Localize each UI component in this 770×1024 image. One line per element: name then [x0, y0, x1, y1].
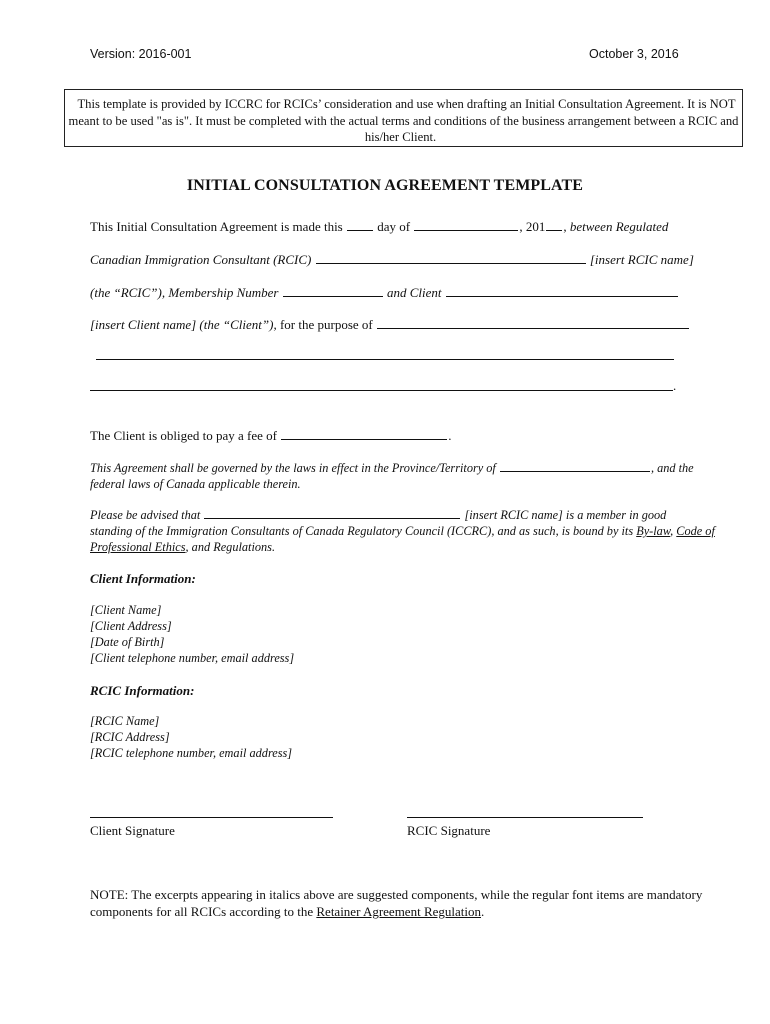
comma-text: , — [563, 219, 567, 234]
note-text: NOTE: The excerpts appearing in italics above are suggested components, while the regular font items are mandatory components for all RCICs according to the — [90, 887, 703, 919]
between-text: between Regulated — [569, 219, 669, 234]
governed-text: This Agreement shall be governed by the laws in effect in the Province/Territory of — [90, 461, 496, 475]
advised-text: Please be advised that — [90, 508, 201, 522]
bylaw-comma: , — [670, 524, 674, 538]
client-info-heading: Client Information: — [90, 571, 196, 586]
bylaw-link[interactable]: By-law — [636, 524, 671, 538]
province-blank[interactable] — [500, 470, 650, 472]
rcic-contact-placeholder: [RCIC telephone number, email address] — [90, 746, 293, 760]
rcic-name-placeholder: [RCIC Name] — [90, 714, 160, 728]
rcic-address-placeholder: [RCIC Address] — [90, 730, 170, 744]
fee-label-text: The Client is obliged to pay a fee of — [90, 428, 278, 443]
agreement-line-4 — [90, 317, 690, 333]
client-signature-label: Client Signature — [90, 823, 175, 838]
purpose-line-3[interactable] — [90, 390, 673, 391]
insert-rcic-name-text: [insert RCIC name] — [589, 252, 694, 267]
version-label: Version: 2016-001 — [90, 47, 192, 61]
governed-line-1 — [90, 460, 694, 476]
year-blank[interactable] — [546, 229, 562, 231]
fee-line — [90, 428, 452, 444]
client-contact-placeholder: [Client telephone number, email address] — [90, 651, 295, 665]
year-prefix-text: , 201 — [519, 219, 546, 234]
advised-standing-text: standing of the Immigration Consultants of Canada Regulatory Council (ICCRC), and as such, is bound by its — [90, 524, 634, 538]
professional-ethics-link[interactable]: Professional Ethics — [90, 540, 186, 554]
advised-insert-text: [insert RCIC name] is a member in good — [464, 508, 667, 522]
notice-text: This template is provided by ICCRC for RCICs’ consideration and use when drafting an Initial Consultation Agreement. It is NOT meant to be used "as is". It must be completed with the actual terms and conditions of the business arrangement between a RCIC and his/her Client. — [68, 97, 739, 144]
purpose-line-2[interactable] — [96, 359, 674, 360]
insert-client-name-text: [insert Client name] (the “Client”), — [90, 317, 277, 332]
footer-note — [90, 886, 710, 920]
purpose-end-period: . — [673, 378, 677, 393]
governed-line-2: federal laws of Canada applicable therein. — [90, 477, 301, 491]
client-name-blank[interactable] — [446, 295, 678, 297]
notice-box — [64, 89, 743, 147]
date-label: October 3, 2016 — [589, 47, 679, 61]
client-address-placeholder: [Client Address] — [90, 619, 172, 633]
agreement-intro-text: This Initial Consultation Agreement is made this — [90, 219, 343, 234]
client-signature-line[interactable] — [90, 817, 333, 818]
advised-line-2 — [90, 523, 715, 539]
membership-number-blank[interactable] — [283, 295, 383, 297]
agreement-line-2 — [90, 252, 694, 268]
page-title: INITIAL CONSULTATION AGREEMENT TEMPLATE — [186, 177, 584, 194]
rcic-signature-label: RCIC Signature — [407, 823, 491, 838]
month-blank[interactable] — [414, 229, 518, 231]
client-name-placeholder: [Client Name] — [90, 603, 162, 617]
fee-period: . — [448, 428, 452, 443]
rcic-name-blank[interactable] — [316, 262, 586, 264]
fee-blank[interactable] — [281, 438, 447, 440]
regulations-text: , and Regulations. — [185, 540, 276, 554]
note-period: . — [481, 904, 485, 919]
advised-rcic-blank[interactable] — [204, 517, 460, 519]
membership-label-text: (the “RCIC”), Membership Number — [90, 285, 279, 300]
day-blank[interactable] — [347, 229, 373, 231]
code-of-link[interactable]: Code of — [676, 524, 715, 538]
retainer-regulation-link[interactable]: Retainer Agreement Regulation — [316, 904, 481, 919]
agreement-line-3 — [90, 285, 679, 301]
purpose-blank[interactable] — [377, 327, 689, 329]
and-the-text: , and the — [650, 461, 694, 475]
and-client-text: and Client — [387, 285, 442, 300]
rcic-label-text: Canadian Immigration Consultant (RCIC) — [90, 252, 312, 267]
rcic-signature-line[interactable] — [407, 817, 643, 818]
purpose-label-text: for the purpose of — [279, 317, 373, 332]
client-dob-placeholder: [Date of Birth] — [90, 635, 165, 649]
day-of-text: day of — [377, 219, 411, 234]
rcic-info-heading: RCIC Information: — [90, 683, 195, 698]
advised-line-1 — [90, 507, 666, 523]
advised-line-3 — [90, 539, 275, 555]
agreement-line-1 — [90, 219, 668, 235]
